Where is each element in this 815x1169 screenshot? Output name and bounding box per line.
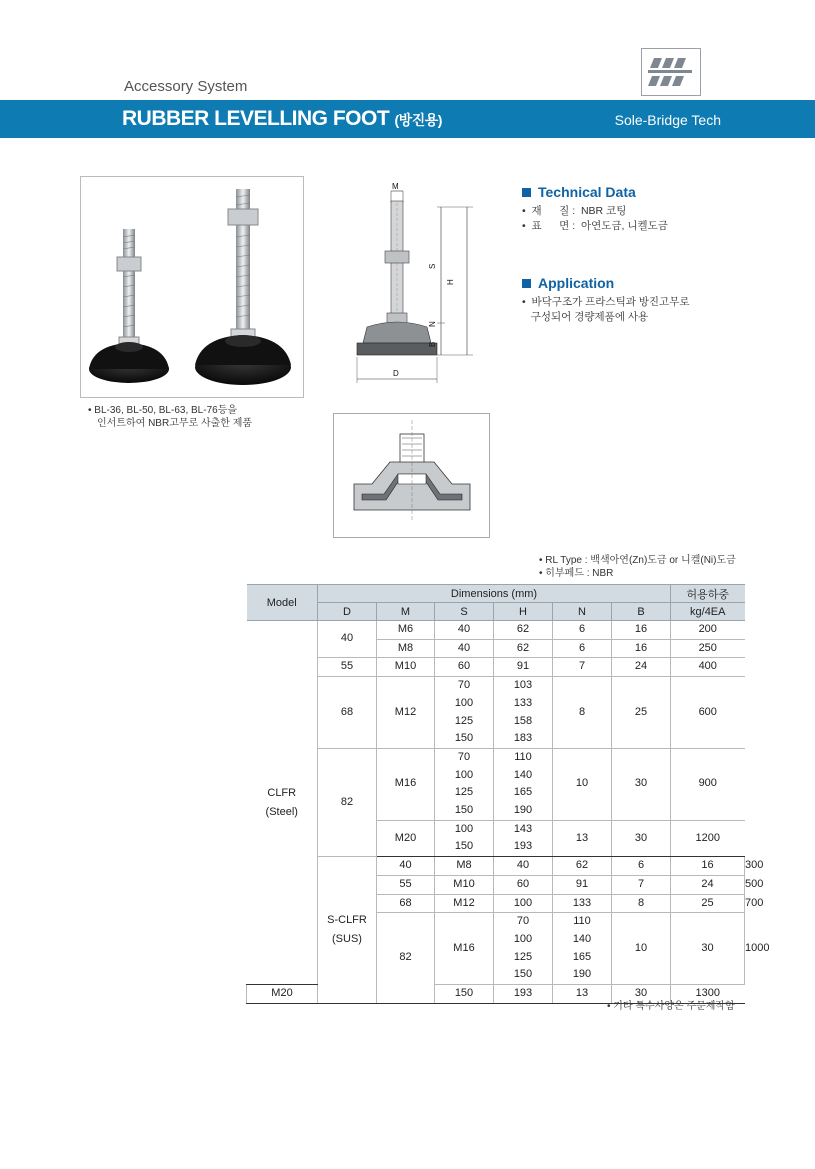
cell-h: 110 140 165 190 bbox=[553, 913, 612, 985]
label-s: S bbox=[428, 263, 437, 269]
table-row: 82 M16 70 100 125 150 110 140 165 190 10 30 1000 bbox=[247, 913, 745, 985]
cell-s: 70 100 125 150 bbox=[435, 748, 494, 820]
cell-b: 24 bbox=[612, 658, 671, 677]
cell-s: 70 100 125 150 bbox=[435, 677, 494, 749]
cell-d: 82 bbox=[318, 748, 377, 856]
cell-b: 30 bbox=[612, 748, 671, 820]
title-suffix: (방진용) bbox=[394, 112, 442, 128]
cell-d: 40 bbox=[318, 621, 377, 658]
technical-data-heading: Technical Data bbox=[522, 184, 772, 200]
header-model: Model bbox=[247, 585, 318, 621]
cell-s: 70 100 125 150 bbox=[494, 913, 553, 985]
cell-s: 100 150 bbox=[435, 820, 494, 856]
cell-s: 100 bbox=[494, 894, 553, 913]
dimension-drawing bbox=[345, 183, 475, 388]
header-d: D bbox=[318, 603, 377, 621]
model-sclfr: S-CLFR (SUS) bbox=[318, 857, 377, 1004]
cell-m: M16 bbox=[435, 913, 494, 985]
header-load: 허용하중 bbox=[671, 585, 745, 603]
cell-h: 103 133 158 183 bbox=[494, 677, 553, 749]
application-line2: 구성되어 경량제품에 사용 bbox=[522, 311, 649, 323]
photo-caption bbox=[88, 404, 252, 430]
table-row bbox=[247, 658, 745, 677]
cell-d: 68 bbox=[318, 677, 377, 749]
cell-b: 25 bbox=[612, 677, 671, 749]
cell-n: 6 bbox=[553, 639, 612, 658]
label-m: M bbox=[392, 183, 399, 191]
technical-data-section bbox=[522, 184, 772, 234]
cell-n: 10 bbox=[612, 913, 671, 985]
cell-d: 82 bbox=[377, 913, 435, 1004]
cell-n: 13 bbox=[553, 985, 612, 1004]
photo-caption-line1: • BL-36, BL-50, BL-63, BL-76등을 bbox=[88, 405, 238, 416]
cell-m: M10 bbox=[435, 875, 494, 894]
header-h: H bbox=[494, 603, 553, 621]
bullet-square-icon bbox=[522, 188, 531, 197]
company-logo bbox=[641, 48, 701, 96]
table-row bbox=[247, 621, 745, 640]
application-section bbox=[522, 275, 772, 325]
cell-d: 68 bbox=[377, 894, 435, 913]
cell-load: 200 bbox=[671, 621, 745, 640]
application-line1: • 바닥구조가 프라스틱과 방진고무로 bbox=[522, 296, 690, 308]
cell-n: 8 bbox=[612, 894, 671, 913]
note-pad: • 히부페드 : NBR bbox=[539, 568, 614, 579]
header-dimensions: Dimensions (mm) bbox=[318, 585, 671, 603]
cell-d: 55 bbox=[377, 875, 435, 894]
label-b: B bbox=[428, 341, 437, 347]
cell-b: 30 bbox=[671, 913, 745, 985]
cell-h: 91 bbox=[553, 875, 612, 894]
technical-data-material: • 재 질 : NBR 코팅 bbox=[522, 205, 627, 217]
product-photo bbox=[80, 176, 304, 398]
cell-n: 6 bbox=[553, 621, 612, 640]
cell-h: 143 193 bbox=[494, 820, 553, 856]
cell-m: M8 bbox=[377, 639, 435, 658]
table-row bbox=[247, 748, 745, 820]
header-s: S bbox=[435, 603, 494, 621]
cell-b: 25 bbox=[671, 894, 745, 913]
brand-name: Sole-Bridge Tech bbox=[614, 112, 721, 128]
model-clfr: CLFR (Steel) bbox=[247, 621, 318, 985]
cell-load: 900 bbox=[671, 748, 745, 820]
cell-s: 40 bbox=[435, 621, 494, 640]
cell-load: 600 bbox=[671, 677, 745, 749]
label-n: N bbox=[428, 321, 437, 327]
cell-b: 30 bbox=[612, 985, 671, 1004]
header-b: B bbox=[612, 603, 671, 621]
cell-m: M12 bbox=[435, 894, 494, 913]
cell-m: M12 bbox=[377, 677, 435, 749]
label-h: H bbox=[446, 279, 455, 285]
cell-n: 6 bbox=[612, 857, 671, 876]
cell-load: 250 bbox=[671, 639, 745, 658]
table-row: 55 M10 60 91 7 24 500 bbox=[247, 875, 745, 894]
cell-m: M6 bbox=[377, 621, 435, 640]
cell-load: 1300 bbox=[671, 985, 745, 1004]
section-view bbox=[333, 413, 490, 538]
cell-s: 40 bbox=[494, 857, 553, 876]
cell-b: 30 bbox=[612, 820, 671, 856]
dimensions-table bbox=[246, 584, 770, 1004]
header-load-unit: kg/4EA bbox=[671, 603, 745, 621]
table-row: 68 M12 100 133 8 25 700 bbox=[247, 894, 745, 913]
cell-s: 150 bbox=[435, 985, 494, 1004]
label-d: D bbox=[393, 369, 399, 378]
technical-data-surface: • 표 면 : 아연도금, 니켈도금 bbox=[522, 220, 668, 232]
cell-b: 16 bbox=[671, 857, 745, 876]
cell-d: 40 bbox=[377, 857, 435, 876]
header-n: N bbox=[553, 603, 612, 621]
table-row: S-CLFR (SUS) 40 M8 40 62 6 16 300 bbox=[247, 857, 745, 876]
cell-d: 55 bbox=[318, 658, 377, 677]
cell-h: 91 bbox=[494, 658, 553, 677]
cell-b: 24 bbox=[671, 875, 745, 894]
cell-n: 8 bbox=[553, 677, 612, 749]
cell-h: 193 bbox=[494, 985, 553, 1004]
title-banner bbox=[0, 100, 815, 138]
cell-n: 13 bbox=[553, 820, 612, 856]
cell-m: M8 bbox=[435, 857, 494, 876]
bullet-square-icon bbox=[522, 279, 531, 288]
cell-load: 1200 bbox=[671, 820, 745, 856]
cell-b: 16 bbox=[612, 639, 671, 658]
photo-caption-line2: 인서트하여 NBR고무로 사출한 제품 bbox=[97, 418, 253, 429]
cell-m: M10 bbox=[377, 658, 435, 677]
cell-n: 7 bbox=[553, 658, 612, 677]
cell-m: M20 bbox=[377, 820, 435, 856]
cell-load: 400 bbox=[671, 658, 745, 677]
cell-s: 60 bbox=[435, 658, 494, 677]
page-title bbox=[122, 107, 442, 131]
cell-h: 62 bbox=[553, 857, 612, 876]
cell-n: 7 bbox=[612, 875, 671, 894]
cell-m: M16 bbox=[377, 748, 435, 820]
cell-h: 62 bbox=[494, 639, 553, 658]
application-heading: Application bbox=[522, 275, 772, 291]
cell-s: 40 bbox=[435, 639, 494, 658]
cell-m: M20 bbox=[247, 985, 318, 1004]
cell-h: 133 bbox=[553, 894, 612, 913]
title-main: RUBBER LEVELLING FOOT bbox=[122, 107, 390, 130]
table-notes bbox=[539, 554, 736, 580]
cell-b: 16 bbox=[612, 621, 671, 640]
header-m: M bbox=[377, 603, 435, 621]
cell-h: 62 bbox=[494, 621, 553, 640]
note-rl-type: • RL Type : 백색아연(Zn)도금 or 니켈(Ni)도금 bbox=[539, 555, 736, 566]
cell-n: 10 bbox=[553, 748, 612, 820]
page-subtitle: Accessory System bbox=[124, 78, 248, 95]
table-row bbox=[247, 677, 745, 749]
cell-s: 60 bbox=[494, 875, 553, 894]
cell-h: 110 140 165 190 bbox=[494, 748, 553, 820]
footnote: • 기타 특수사양은 주문제작함 bbox=[607, 1001, 735, 1012]
